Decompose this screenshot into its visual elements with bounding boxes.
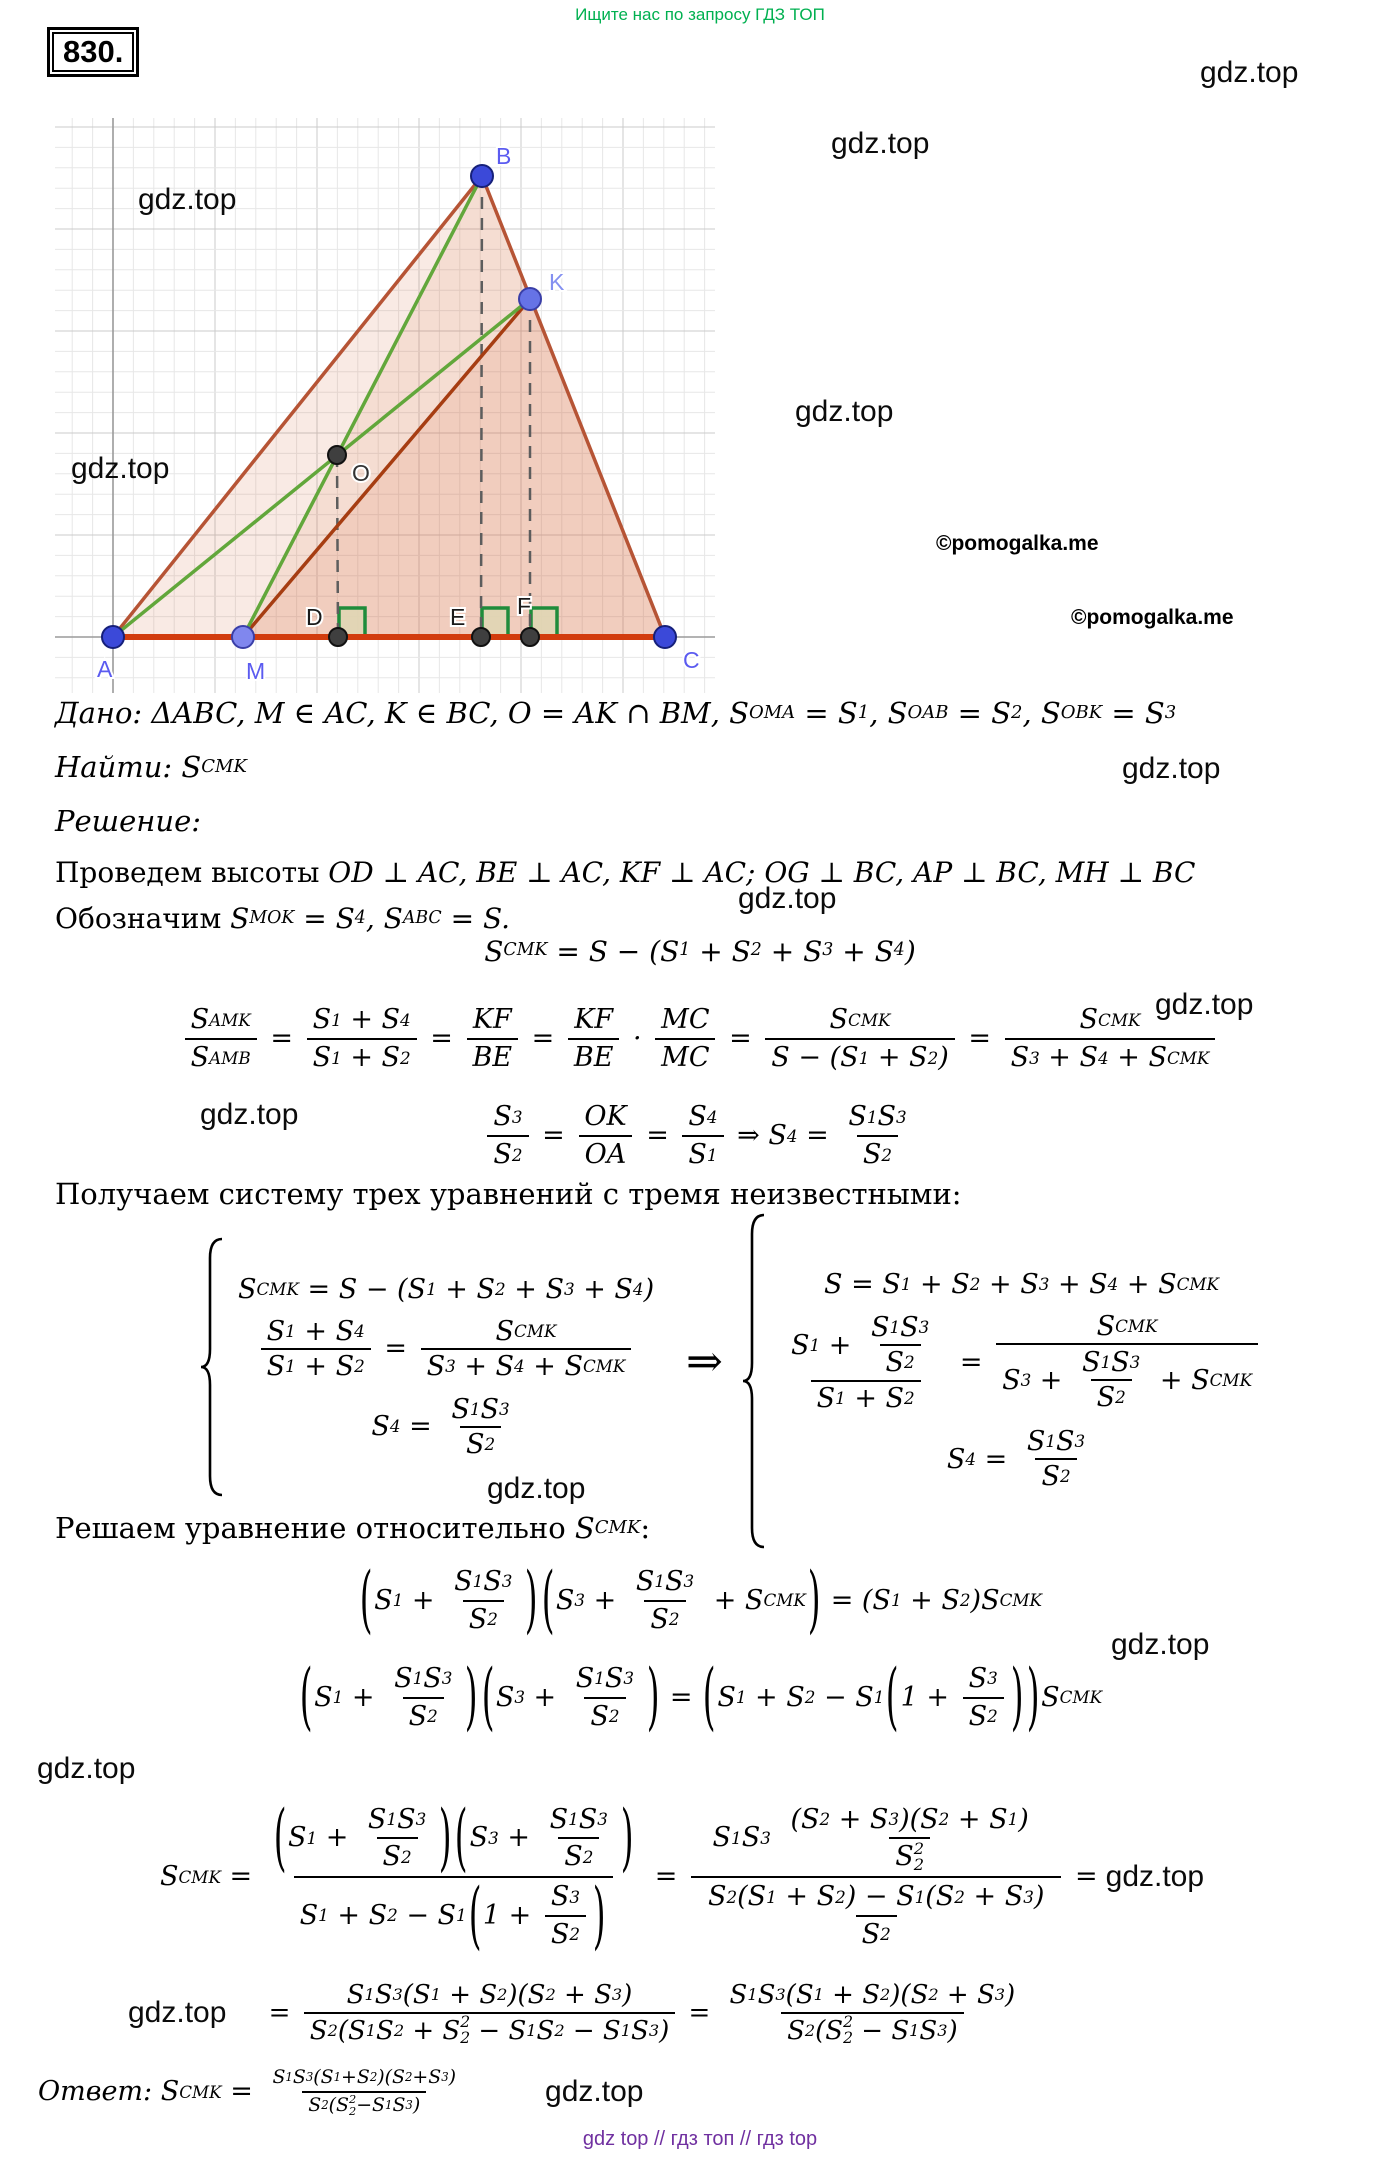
label-A: A xyxy=(97,656,113,682)
point-E xyxy=(472,628,490,646)
equation-product-2: ( S 1 + S 1 S 3 S 2 ) ( S 3 + S 1 S 3 S 2 ) = ( S 1 + S 2 − S 1 ( 1 + S 3 S 2 ) ) S CMK xyxy=(299,1653,1103,1740)
line-naiti: Найти: S CMK xyxy=(55,750,247,784)
watermark-gdz-top-12: gdz.top xyxy=(37,1752,136,1785)
point-O xyxy=(328,446,346,464)
equation-ratio-chain: S AMK S AMB = S 1 + S 4 S 1 + S 2 = $\frac{KF}{BE}$ = $\frac{KF}{BE}$ · $\frac{MC}{MC}$ = S CMK S − (S 1 + S 2 ) = S CMK S 3 + S 4 + S CMK xyxy=(0,983,1400,1095)
line-reshaem: Решаем уравнение относительно S CMK : xyxy=(55,1511,651,1545)
point-F xyxy=(521,628,539,646)
label-E: E xyxy=(450,604,466,630)
watermark-gdz-top-11: gdz.top xyxy=(1111,1628,1210,1661)
watermark-gdz-top-3: gdz.top xyxy=(138,183,237,216)
label-C: C xyxy=(683,647,700,673)
watermark-gdz-top-inline: gdz.top xyxy=(128,1996,227,2030)
watermark-pomogalka-1: ©pomogalka.me xyxy=(936,532,1099,555)
watermark-gdz-top-inline: gdz.top xyxy=(1105,1860,1205,1894)
line-dano: Дано: ΔABC, M ∈ AC, K ∈ BC, O = AK ∩ BM, S OMA = S 1 , S OAB = S 2 , S OBK = S 3 xyxy=(55,696,1177,730)
equation-simplified: gdz.top = S 1 S 3 (S 1 + S 2 )(S 2 + S 3 ) S 2 (S 1 S 2 + S 2 2 − S 1 S 2 − S 1 S 3 ) = S 1 S 3 (S 1 + S 2 )(S 2 + S 3 ) S 2 (S 2 2 − S 1 S 3 ) xyxy=(128,1979,1016,2048)
line-oboznachim: Обозначим S MOK = S 4 , S ABC = S. xyxy=(55,902,511,935)
equation-big-fraction: S CMK = ( S 1 + S 1 S 3 S 2 ) ( S 3 + S 1 S 3 S 2 ) S 1 + S 2 − S 1 ( 1 + S 3 S 2 ) = S 1 S 3 (S 2 + S 3 )(S 2 + S 1 ) S 2 2 S 2 (S 1 + S 2 ) − S 1 (S 2 + S 3 ) S 2 = gdz.top xyxy=(160,1793,1205,1958)
watermark-gdz-top-7: gdz.top xyxy=(738,882,837,915)
watermark-gdz-top-inline: gdz.top xyxy=(545,2075,644,2109)
label-O: O xyxy=(352,460,370,486)
footer-links: gdz top // гдз топ // гдз top xyxy=(582,2128,818,2150)
equation-product-1: ( S 1 + S 1 S 3 S 2 ) ( S 3 + S 1 S 3 S 2 + S CMK ) = (S 1 + S 2 )S CMK xyxy=(359,1556,1043,1643)
system-brace xyxy=(742,1212,768,1550)
point-K xyxy=(519,288,541,310)
point-C xyxy=(654,626,676,648)
line-poluchaem: Получаем систему трех уравнений с тремя неизвестными: xyxy=(55,1177,962,1211)
problem-number-box xyxy=(47,27,139,77)
watermark-gdz-top-10: gdz.top xyxy=(487,1472,586,1505)
point-A xyxy=(102,626,124,648)
point-B xyxy=(471,165,493,187)
system-brace xyxy=(200,1236,226,1498)
watermark-gdz-top-6: gdz.top xyxy=(1122,752,1221,785)
line-otvet: Ответ: S CMK = S 1 S 3 (S 1 +S 2 )(S 2 +S 3 ) S 2 (S 2 2 −S 1 S 3 ) gdz.top xyxy=(38,2066,644,2118)
watermark-pomogalka-2: ©pomogalka.me xyxy=(1071,606,1234,629)
label-M: M xyxy=(246,658,266,684)
implies-arrow: ⇒ xyxy=(686,1336,723,1387)
watermark-gdz-top-4: gdz.top xyxy=(71,452,170,485)
watermark-gdz-top-1: gdz.top xyxy=(1200,56,1299,89)
watermark-gdz-top-8: gdz.top xyxy=(1155,988,1254,1021)
top-search-hint: Ищите нас по запросу ГДЗ ТОП xyxy=(575,5,825,24)
system-right: S = S 1 + S 2 + S 3 + S 4 + S CMK S 1 + S 1 S 3 S 2 S 1 + S 2 = S CMK S 3 + S 1 S 3 S 2 + S CMK S 4 = S 1 S 3 S 2 xyxy=(742,1212,1263,1557)
watermark-gdz-top-5: gdz.top xyxy=(795,395,894,428)
line-provedem: Проведем высоты OD ⊥ AC, BE ⊥ AC, KF ⊥ AC; OG ⊥ BC, AP ⊥ BC, MH ⊥ BC xyxy=(55,856,1196,889)
label-B: B xyxy=(496,143,512,169)
line-reshenie: Решение: xyxy=(55,804,202,838)
problem-number: 830. xyxy=(52,32,134,72)
equation-s3-s2: S 3 S 2 = $\frac{OK}{OA}$ = S 4 S 1 ⇒ S 4 = S 1 S 3 S 2 xyxy=(0,1080,1400,1192)
watermark-gdz-top-2: gdz.top xyxy=(831,127,930,160)
point-M xyxy=(232,626,254,648)
label-F: F xyxy=(517,593,532,619)
label-D: D xyxy=(306,604,323,630)
point-D xyxy=(329,628,347,646)
system-left: S CMK = S − (S 1 + S 2 + S 3 + S 4 ) S 1 + S 4 S 1 + S 2 = S CMK S 3 + S 4 + S CMK S 4 = S 1 S 3 S 2 xyxy=(200,1236,654,1505)
label-K: K xyxy=(549,269,565,295)
height-dashed-OD xyxy=(337,455,338,637)
equation-scmk: S CMK = S − (S 1 + S 2 + S 3 + S 4 ) xyxy=(484,934,916,968)
watermark-gdz-top-9: gdz.top xyxy=(200,1098,299,1131)
